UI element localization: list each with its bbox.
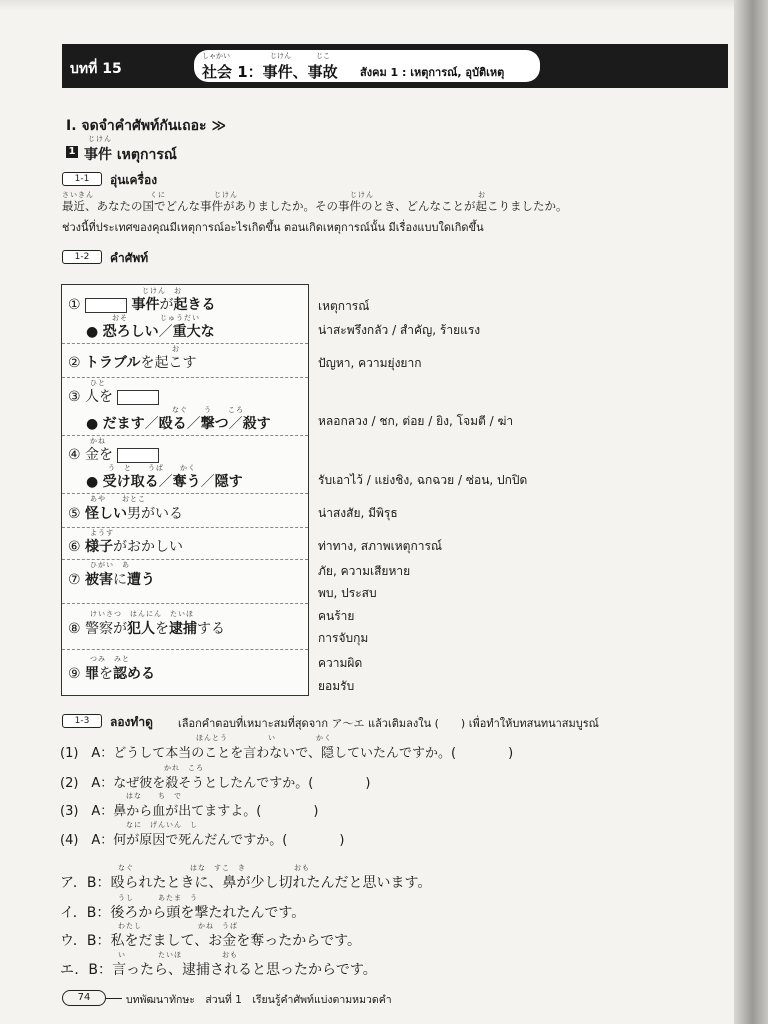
lesson-number: บทที่ 15 [70, 61, 122, 77]
answer-ruby: うし あたま う [118, 894, 198, 902]
vocab-table [61, 284, 309, 696]
subsection-ruby: じけん [88, 135, 112, 143]
subsection-number: 1 [66, 146, 78, 158]
vocab-row [62, 603, 308, 650]
ruby-jiko: じこ [316, 52, 330, 60]
vocab-title: คำศัพท์ [110, 251, 149, 265]
ruby-shakai: しゃかい [202, 52, 230, 60]
vocab-meaning: รับเอาไว้ / แย่งชิง, ฉกฉวย / ซ่อน, ปกปิด [318, 473, 528, 487]
vocab-ruby: ようす [90, 529, 114, 537]
vocab-adjectives: ● 恐ろしい／重大な [86, 324, 215, 340]
subsection-title: 事件 เหตุการณ์ [84, 147, 177, 163]
footer-text: บทพัฒนาทักษะ ส่วนที่ 1 เรียนรู้คำศัพท์แบ่งตามหมวดคำ [126, 994, 392, 1006]
page-top-edge [0, 0, 768, 10]
vocab-ruby: あや おとこ [90, 495, 146, 503]
practice-title: ลองทำดู [110, 715, 153, 729]
vocab-phrase: ⑦ 被害に遭う [68, 572, 156, 588]
vocab-row [62, 435, 308, 494]
vocab-phrase: ⑤ 怪しい男がいる [68, 506, 184, 522]
question-ruby: ほんとう い かく [196, 734, 332, 742]
page-number: 74 [62, 990, 106, 1006]
vocab-phrase: ⑨ 罪を認める [68, 666, 156, 682]
question-4: (4) A：何が原因で死んだんですか。( ) [60, 833, 345, 848]
answer-a: ア．B：殴られたときに、鼻が少し切れたんだと思います。 [60, 875, 432, 891]
vocab-verbs: ● だます／殴る／撃つ／殺す [86, 416, 271, 432]
question-ruby: なに げんいん し [126, 821, 198, 829]
vocab-row [62, 527, 308, 560]
fill-blank-box [117, 390, 159, 405]
ruby-jiken: じけん [270, 52, 291, 60]
fill-blank-box [85, 298, 127, 313]
vocab-row [62, 493, 308, 528]
practice-tag: 1-3 [62, 714, 102, 728]
warmup-question-th: ช่วงนี้ที่ประเทศของคุณมีเหตุการณ์อะไรเกิดขึ้น ตอนเกิดเหตุการณ์นั้น มีเรื่องแบบใดเกิดขึ้น [62, 221, 484, 234]
answer-ruby: わたし かね うば [118, 922, 238, 930]
vocab-meaning: พบ, ประสบ [318, 586, 377, 600]
vocab-meaning: คนร้าย [318, 609, 355, 623]
vocab-row [62, 649, 308, 695]
vocab-meaning: หลอกลวง / ชก, ต่อย / ยิง, โจมตี / ฆ่า [318, 414, 514, 428]
vocab-tag: 1-2 [62, 250, 102, 264]
vocab-row [62, 285, 308, 344]
answer-u: ウ．B：私をだまして、お金を奪ったからです。 [60, 933, 361, 949]
answer-i: イ．B：後ろから頭を撃たれたんです。 [60, 905, 306, 921]
section-title: Ⅰ. จดจำคำศัพท์กันเถอะ ≫ [66, 118, 227, 134]
vocab-ruby: じけん お [142, 287, 182, 295]
vocab-ruby: ひがい あ [90, 561, 130, 569]
question-ruby: かれ ころ [164, 764, 204, 772]
vocab-meaning: ท่าทาง, สภาพเหตุการณ์ [318, 539, 443, 553]
warmup-question-jp: 最近、あなたの国でどんな事件がありましたか。その事件のとき、どんなことが起こりましたか。 [62, 199, 568, 213]
warmup-title: อุ่นเครื่อง [110, 173, 158, 187]
warmup-ruby: さいきん くに じけん じけん お [62, 191, 486, 199]
lesson-header [62, 44, 728, 88]
question-2: (2) A：なぜ彼を殺そうとしたんですか。( ) [60, 776, 371, 791]
vocab-phrase: ④ 金を [68, 444, 159, 464]
vocab-verbs: ● 受け取る／奪う／隠す [86, 474, 243, 490]
vocab-meaning: น่าสะพรึงกลัว / สำคัญ, ร้ายแรง [318, 323, 481, 337]
vocab-ruby: ひと [90, 379, 106, 387]
vocab-ruby: けいさつ はんにん たいほ [90, 610, 194, 618]
warmup-tag: 1-1 [62, 172, 102, 186]
vocab-row [62, 377, 308, 436]
answer-ruby: い たいほ おも [118, 951, 238, 959]
vocab-ruby: お [172, 345, 180, 353]
question-3: (3) A：鼻から血が出てますよ。( ) [60, 804, 319, 819]
vocab-ruby: かね [90, 437, 106, 445]
vocab-ruby-2: う と うば かく [108, 464, 196, 472]
vocab-meaning: เหตุการณ์ [318, 299, 370, 313]
vocab-ruby-2: おそ じゅうだい [112, 314, 200, 322]
lesson-title-jp: 社会 1：事件、事故 [202, 63, 338, 81]
vocab-phrase: ③ 人を [68, 386, 159, 406]
vocab-phrase: ⑥ 様子がおかしい [68, 539, 184, 555]
vocab-phrase: ⑧ 警察が犯人を逮捕する [68, 621, 226, 637]
vocab-row [62, 343, 308, 378]
lesson-title-th: สังคม 1 : เหตุการณ์, อุบัติเหตุ [360, 66, 505, 79]
footer-rule [106, 998, 122, 999]
vocab-meaning: ภัย, ความเสียหาย [318, 564, 411, 578]
answer-e: エ．B：言ったら、逮捕されると思ったからです。 [60, 962, 377, 978]
answer-ruby: なぐ はな すこ き おも [118, 864, 310, 872]
question-1: (1) A：どうして本当のことを言わないで、隠していたんですか。( ) [60, 746, 514, 761]
question-ruby: はな ち で [126, 792, 182, 800]
page-binding-shadow [734, 0, 768, 1024]
vocab-row [62, 559, 308, 604]
vocab-meaning: ยอมรับ [318, 679, 355, 693]
vocab-meaning: ความผิด [318, 656, 363, 670]
vocab-phrase: ② トラブルを起こす [68, 355, 197, 371]
vocab-ruby-2: なぐ う ころ [172, 406, 244, 414]
fill-blank-box [117, 448, 159, 463]
vocab-meaning: ปัญหา, ความยุ่งยาก [318, 356, 422, 370]
vocab-meaning: การจับกุม [318, 631, 369, 645]
lesson-title-pill [194, 50, 540, 82]
practice-instruction: เลือกคำตอบที่เหมาะสมที่สุดจาก ア～エ แล้วเติมลงใน ( ) เพื่อทำให้บทสนทนาสมบูรณ์ [178, 717, 599, 730]
vocab-ruby: つみ みと [90, 655, 130, 663]
vocab-meaning: น่าสงสัย, มีพิรุธ [318, 506, 398, 520]
vocab-phrase: ① 事件が起きる [68, 297, 216, 313]
